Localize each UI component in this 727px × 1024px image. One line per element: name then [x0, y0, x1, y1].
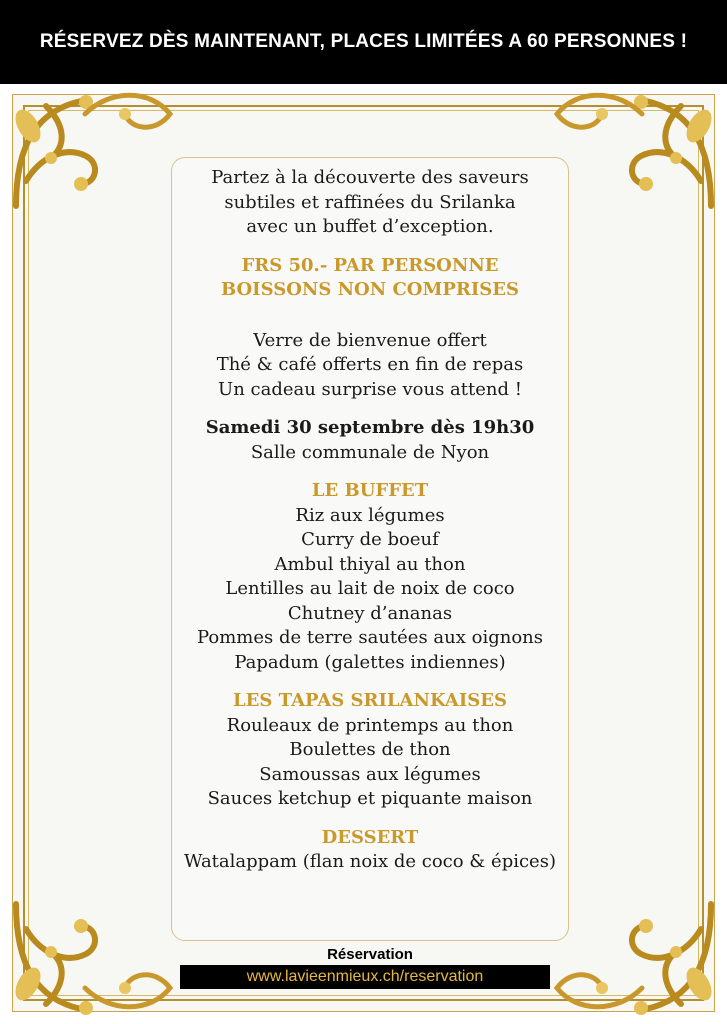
banner-text: RÉSERVEZ DÈS MAINTENANT, PLACES LIMITÉES A 60 PERSONNES !: [39, 31, 688, 52]
event-date: Samedi 30 septembre dès 19h30: [205, 417, 535, 438]
reservation-link[interactable]: [180, 965, 550, 989]
buffet-item: Riz aux légumes: [295, 504, 445, 526]
tapas-item: Samoussas aux légumes: [259, 763, 481, 785]
buffet-item: Ambul thiyal au thon: [274, 553, 466, 575]
tapas-item: Sauces ketchup et piquante maison: [207, 788, 533, 809]
buffet-item: Curry de boeuf: [301, 529, 439, 550]
section-heading-tapas: LES TAPAS SRILANKAISES: [233, 690, 507, 711]
perk-item: Verre de bienvenue offert: [253, 329, 487, 351]
buffet-item: Lentilles au lait de noix de coco: [225, 578, 515, 599]
dessert-item: Watalappam (flan noix de coco & épices): [184, 851, 556, 872]
reservation-url[interactable]: www.lavieenmieux.ch/reservation: [246, 968, 484, 985]
scroll-ornament-top-left: [80, 84, 180, 154]
buffet-item: Chutney d’ananas: [287, 602, 453, 624]
intro-line: avec un buffet d’exception.: [246, 216, 494, 237]
perk-item: Un cadeau surprise vous attend !: [218, 378, 522, 400]
drinks-note: BOISSONS NON COMPRISES: [220, 279, 520, 300]
buffet-item: Pommes de terre sautées aux oignons: [197, 627, 543, 648]
reservation-label: Réservation: [327, 946, 413, 963]
scroll-ornament-bottom-left: [80, 948, 180, 1018]
event-venue: Salle communale de Nyon: [250, 441, 490, 463]
buffet-item: Papadum (galettes indiennes): [234, 651, 506, 673]
menu-content: [171, 166, 569, 875]
top-banner: [0, 0, 727, 84]
tapas-item: Boulettes de thon: [289, 739, 451, 760]
section-heading-buffet: LE BUFFET: [311, 480, 429, 501]
intro-line: subtiles et raffinées du Srilanka: [224, 191, 516, 213]
section-heading-dessert: DESSERT: [321, 826, 419, 848]
price-line: FRS 50.- PAR PERSONNE: [241, 254, 499, 276]
scroll-ornament-top-right: [547, 84, 647, 154]
tapas-item: Rouleaux de printemps au thon: [226, 714, 514, 736]
perk-item: Thé & café offerts en fin de repas: [216, 354, 524, 375]
intro-line: Partez à la découverte des saveurs: [211, 167, 529, 188]
